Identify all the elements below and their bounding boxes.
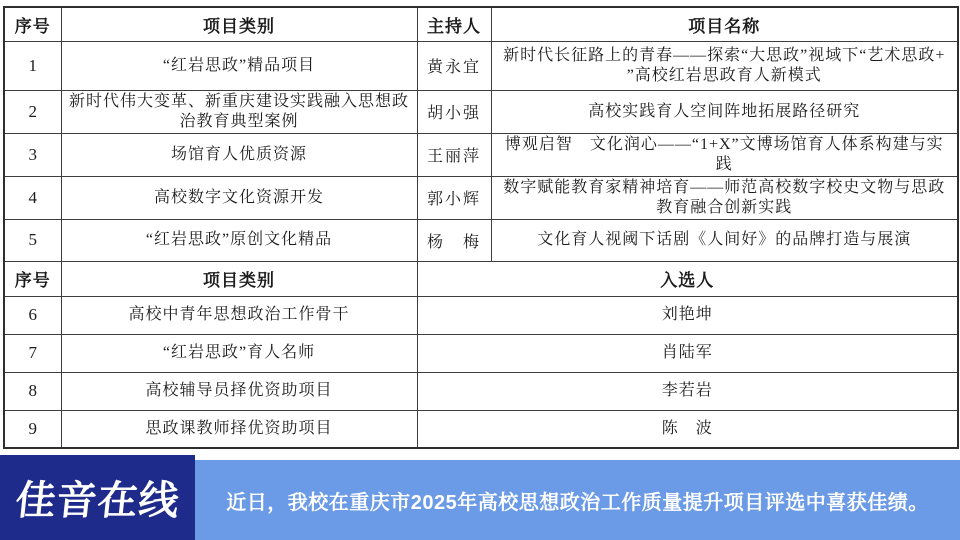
- cell-category: 新时代伟大变革、新重庆建设实践融入思想政治教育典型案例: [61, 90, 417, 133]
- column-header-host: 主持人: [417, 7, 491, 41]
- cell-project-name: 文化育人视阈下话剧《人间好》的品牌打造与展演: [491, 219, 958, 261]
- column-header-seq: 序号: [4, 261, 61, 296]
- column-header-category: 项目类别: [61, 261, 417, 296]
- cell-category: 高校辅导员择优资助项目: [61, 372, 417, 410]
- table-row: [4, 41, 958, 90]
- cell-seq: 5: [4, 219, 61, 261]
- cell-host: 王丽萍: [417, 133, 491, 176]
- banner-logo-text: 佳音在线: [12, 479, 182, 523]
- cell-seq: 3: [4, 133, 61, 176]
- cell-project-name: 新时代长征路上的青春——探索“大思政”视域下“艺术思政+ ”高校红岩思政育人新模式: [491, 41, 958, 90]
- table-row: [4, 219, 958, 261]
- cell-seq: 2: [4, 90, 61, 133]
- table-row: [4, 410, 958, 448]
- column-header-seq: 序号: [4, 7, 61, 41]
- cell-selected-person: 刘艳坤: [417, 296, 958, 334]
- banner-logo-block: [0, 455, 195, 540]
- cell-category: “红岩思政”育人名师: [61, 334, 417, 372]
- cell-seq: 1: [4, 41, 61, 90]
- cell-category: “红岩思政”原创文化精品: [61, 219, 417, 261]
- cell-project-name: 博观启智 文化润心——“1+X”文博场馆育人体系构建与实践: [491, 133, 958, 176]
- table-row: [4, 176, 958, 219]
- banner-headline-text: 近日，我校在重庆市2025年高校思想政治工作质量提升项目评选中喜获佳绩。: [226, 491, 929, 514]
- cell-seq: 8: [4, 372, 61, 410]
- column-header-category: 项目类别: [61, 7, 417, 41]
- table-row: [4, 334, 958, 372]
- table-row: [4, 133, 958, 176]
- cell-seq: 9: [4, 410, 61, 448]
- cell-host: 杨 梅: [417, 219, 491, 261]
- cell-selected-person: 陈 波: [417, 410, 958, 448]
- awards-table: [3, 6, 959, 449]
- cell-selected-person: 肖陆军: [417, 334, 958, 372]
- cell-category: 高校数字文化资源开发: [61, 176, 417, 219]
- cell-selected-person: 李若岩: [417, 372, 958, 410]
- cell-host: 郭小辉: [417, 176, 491, 219]
- cell-category: 高校中青年思想政治工作骨干: [61, 296, 417, 334]
- table2-header-row: [4, 261, 958, 296]
- news-banner: [0, 455, 960, 540]
- cell-project-name: 数字赋能教育家精神培育——师范高校数字校史文物与思政教育融合创新实践: [491, 176, 958, 219]
- cell-category: “红岩思政”精品项目: [61, 41, 417, 90]
- cell-seq: 6: [4, 296, 61, 334]
- cell-seq: 7: [4, 334, 61, 372]
- banner-headline-strip: [195, 460, 960, 540]
- table-row: [4, 296, 958, 334]
- table-row: [4, 90, 958, 133]
- cell-seq: 4: [4, 176, 61, 219]
- column-header-selected-person: 入选人: [417, 261, 958, 296]
- column-header-project-name: 项目名称: [491, 7, 958, 41]
- table1-header-row: [4, 7, 958, 41]
- cell-host: 胡小强: [417, 90, 491, 133]
- cell-project-name: 高校实践育人空间阵地拓展路径研究: [491, 90, 958, 133]
- cell-category: 思政课教师择优资助项目: [61, 410, 417, 448]
- cell-category: 场馆育人优质资源: [61, 133, 417, 176]
- cell-host: 黄永宜: [417, 41, 491, 90]
- table-row: [4, 372, 958, 410]
